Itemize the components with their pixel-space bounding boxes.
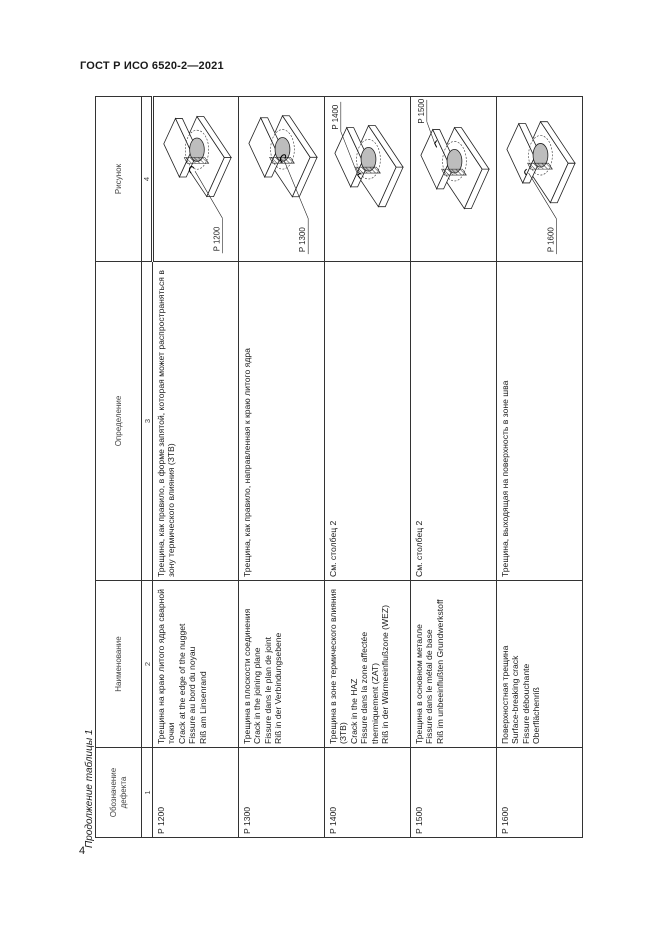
name-ru: Поверхностная трещина <box>500 645 510 744</box>
surface-crack-figure <box>497 97 582 261</box>
defect-names <box>411 581 497 748</box>
name-fr: Fissure dans la zone affectée thermiquement (ZAT) <box>359 631 380 744</box>
figure-cell <box>153 97 239 262</box>
haz-crack-figure <box>325 97 410 261</box>
table-row <box>411 97 497 838</box>
figure-cell <box>325 97 411 262</box>
defect-code: P 1300 <box>239 748 325 838</box>
figure-label: P 1200 <box>212 226 222 252</box>
name-ru: Трещина в плоскости соединения <box>242 608 252 744</box>
page-number: 4 <box>79 845 86 857</box>
name-ru: Трещина на краю литого ядра сварной точки <box>156 589 177 744</box>
name-en: Crack at the edge of the nugget <box>176 623 187 744</box>
header-name: Наименование <box>96 581 142 748</box>
defect-definition: См. столбец 2 <box>411 262 497 581</box>
name-de: Riß am Linsenrand <box>197 671 208 744</box>
table-row <box>239 97 325 838</box>
defect-definition: Трещина, как правило, в форме запятой, которая может распространяться в зону термического влияния (ЗТВ) <box>153 262 239 581</box>
name-de: Riß in der Wärmeeinflußzone (WEZ) <box>380 605 391 744</box>
name-de: Riß im unbeeinflußten Grundwerkstoff <box>434 599 445 744</box>
figure-label: P 1600 <box>546 227 556 253</box>
defect-definition: Трещина, выходящая на поверхность в зоне шва <box>497 262 583 581</box>
name-de: Oberflächenriß <box>531 687 542 744</box>
base-metal-crack-figure <box>411 97 496 261</box>
document-header: ГОСТ Р ИСО 6520-2—2021 <box>80 60 224 72</box>
defect-names <box>497 581 583 748</box>
header-designation: Обозначение дефекта <box>96 748 142 838</box>
defect-code: P 1500 <box>411 748 497 838</box>
rotated-table-wrapper <box>95 97 583 838</box>
figure-label: P 1400 <box>330 104 340 130</box>
table-header-row <box>96 97 142 838</box>
defects-table <box>95 96 583 838</box>
defect-names <box>153 581 239 748</box>
name-en: Crack in the joining plane <box>252 647 263 744</box>
header-definition: Определение <box>96 262 142 581</box>
name-fr: Fissure dans le plan de joint <box>262 636 273 744</box>
defect-names <box>325 581 411 748</box>
spot-weld-crack-figure <box>154 97 238 261</box>
column-number: 4 <box>142 97 153 262</box>
table-caption: Продолжение таблицы 1 <box>84 729 95 848</box>
name-ru: Трещина в основном металле <box>414 624 424 744</box>
defect-names <box>239 581 325 748</box>
column-number: 2 <box>142 581 153 748</box>
name-fr: Fissure dans le métal de base <box>424 629 435 744</box>
name-en: Crack in the HAZ <box>348 678 359 744</box>
figure-label: P 1500 <box>416 98 426 124</box>
defect-definition: Трещина, как правило, направленная к краю литого ядра <box>239 262 325 581</box>
column-number-row <box>142 97 153 838</box>
name-ru: Трещина в зоне термического влияния (ЗТВ) <box>328 588 349 744</box>
table-row <box>497 97 583 838</box>
table-row <box>153 97 239 838</box>
figure-cell <box>497 97 583 262</box>
name-fr: Fissure débouchante <box>520 663 531 744</box>
figure-label: P 1300 <box>298 227 308 253</box>
column-number: 1 <box>142 748 153 838</box>
column-number: 3 <box>142 262 153 581</box>
table-row <box>325 97 411 838</box>
defect-code: P 1200 <box>153 748 239 838</box>
defect-code: P 1600 <box>497 748 583 838</box>
defect-code: P 1400 <box>325 748 411 838</box>
name-de: Riß in der Verbindungsebene <box>273 632 284 744</box>
header-figure: Рисунок <box>96 97 142 262</box>
joining-plane-crack-figure <box>239 97 324 261</box>
figure-cell <box>411 97 497 262</box>
name-en: Surface-breaking crack <box>510 655 521 744</box>
figure-cell <box>239 97 325 262</box>
name-fr: Fissure au bord du noyau <box>187 646 198 744</box>
defect-definition: См. столбец 2 <box>325 262 411 581</box>
